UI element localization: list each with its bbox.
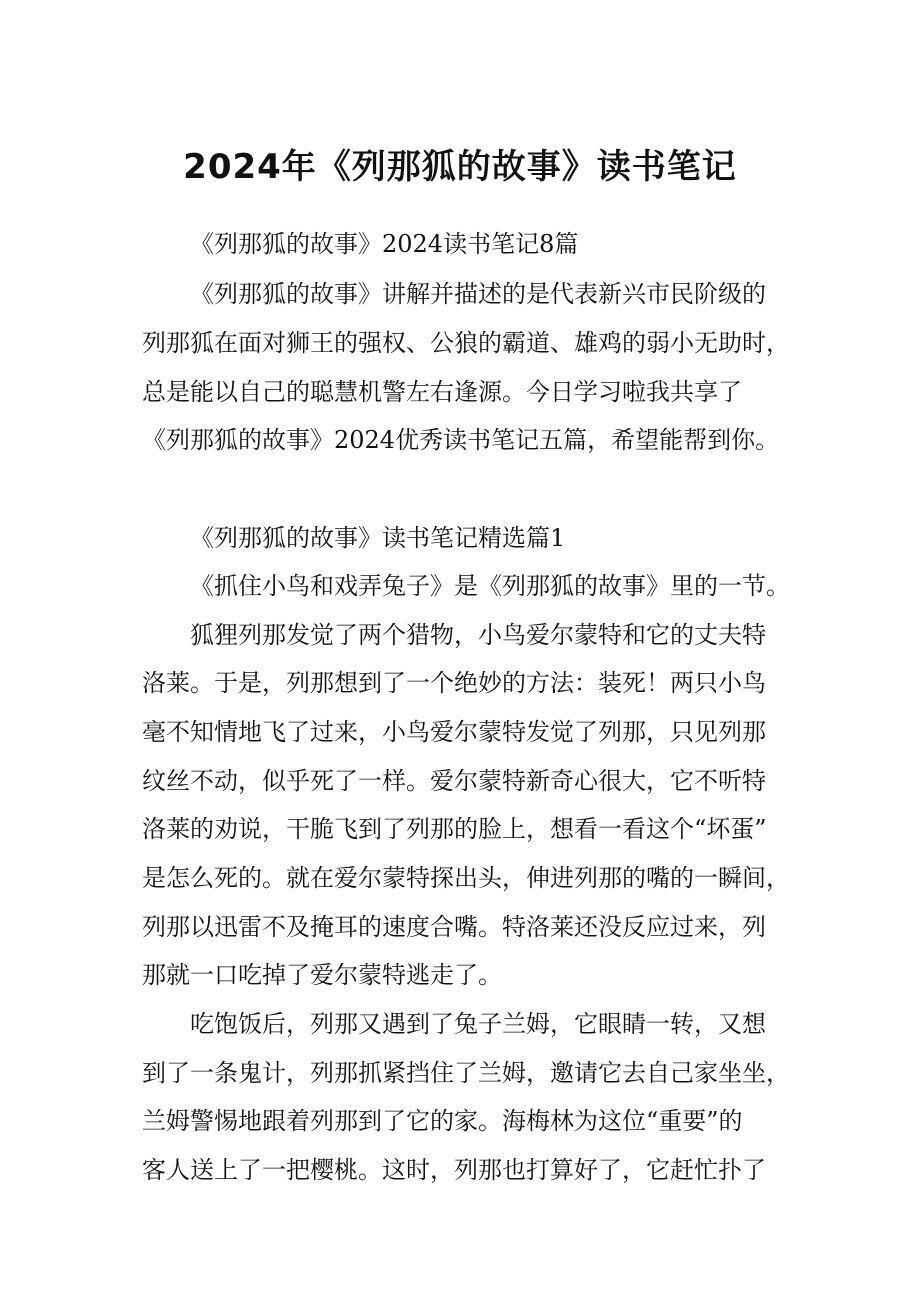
intro-line: 《列那狐的故事》2024优秀读书笔记五篇，希望能帮到你。 (142, 426, 780, 454)
paragraph-line: 到了一条鬼计，列那抓紧挡住了兰姆，邀请它去自己家坐坐， (142, 1059, 790, 1087)
intro-line: 列那狐在面对狮王的强权、公狼的霸道、雄鸡的弱小无助时， (142, 329, 790, 357)
paragraph-line: 狐狸列那发觉了两个猎物，小鸟爱尔蒙特和它的丈夫特 (190, 621, 766, 649)
paragraph-line: 纹丝不动，似乎死了一样。爱尔蒙特新奇心很大，它不听特 (142, 767, 766, 795)
paragraph-line: 列那以迅雷不及掩耳的速度合嘴。特洛莱还没反应过来，列 (142, 913, 766, 941)
paragraph-line: 吃饱饭后，列那又遇到了兔子兰姆，它眼睛一转，又想 (190, 1010, 766, 1038)
section-heading: 《列那狐的故事》读书笔记精选篇1 (190, 524, 566, 552)
document-title: 2024年《列那狐的故事》读书笔记 (183, 147, 737, 187)
intro-line: 总是能以自己的聪慧机警左右逢源。今日学习啦我共享了 (142, 378, 742, 406)
paragraph-line: 兰姆警惕地跟着列那到了它的家。海梅林为这位“重要”的 (142, 1107, 743, 1135)
document-subtitle: 《列那狐的故事》2024读书笔记8篇 (190, 230, 579, 258)
paragraph-line: 那就一口吃掉了爱尔蒙特逃走了。 (142, 961, 502, 989)
paragraph-line: 毫不知情地飞了过来，小鸟爱尔蒙特发觉了列那，只见列那 (142, 718, 766, 746)
intro-line: 《列那狐的故事》讲解并描述的是代表新兴市民阶级的 (190, 280, 766, 308)
paragraph-line: 《抓住小鸟和戏弄兔子》是《列那狐的故事》里的一节。 (190, 572, 790, 600)
paragraph-line: 洛莱的劝说，干脆飞到了列那的脸上，想看一看这个“坏蛋” (142, 815, 767, 843)
paragraph-line: 洛莱。于是，列那想到了一个绝妙的方法：装死！两只小鸟 (142, 669, 766, 697)
paragraph-line: 客人送上了一把樱桃。这时，列那也打算好了，它赶忙扑了 (142, 1156, 766, 1184)
paragraph-line: 是怎么死的。就在爱尔蒙特探出头，伸进列那的嘴的一瞬间， (142, 864, 790, 892)
